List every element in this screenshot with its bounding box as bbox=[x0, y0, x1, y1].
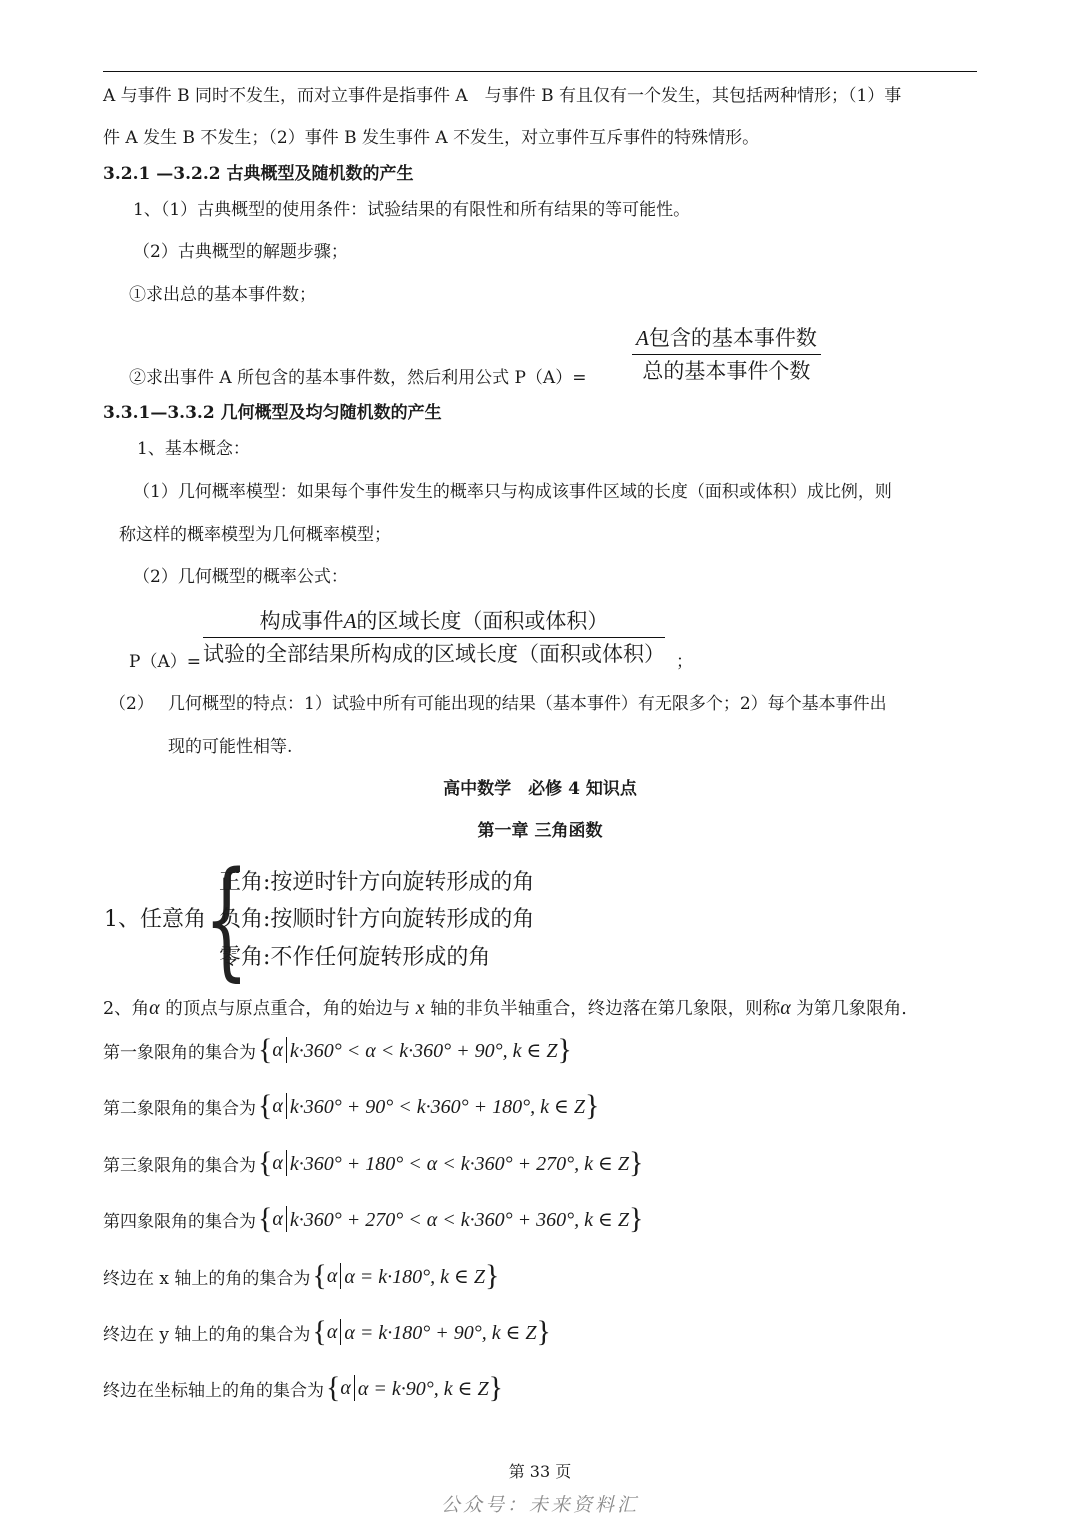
set-variable: α bbox=[272, 1094, 283, 1117]
set-expression: { α k·360° + 270° < α < k·360° + 360°, k ∈ Z } bbox=[258, 1202, 644, 1235]
text-segment: 的顶点与原点重合，角的始边与 bbox=[159, 999, 416, 1019]
x-symbol: x bbox=[415, 997, 425, 1019]
text-segment: 轴的非负半轴重合，终边落在第几象限，则称 bbox=[424, 999, 781, 1019]
formula-denominator: 试验的全部结果所构成的区域长度（面积或体积） bbox=[203, 642, 665, 666]
text-line: 1、（1）古典概型的使用条件：试验结果的有限性和所有结果的等可能性。 bbox=[133, 200, 691, 220]
set-label: 第一象限角的集合为 bbox=[103, 1042, 256, 1063]
set-condition: α = k·180° + 90°, k ∈ Z bbox=[344, 1321, 537, 1344]
fraction-bar bbox=[203, 637, 665, 638]
set-expression: { α α = k·90°, k ∈ Z } bbox=[326, 1371, 503, 1404]
page-number: 第 33 页 bbox=[508, 1462, 572, 1481]
text-line: （2）几何概型的概率公式： bbox=[133, 567, 348, 587]
chapter-title: 第一章 三角函数 bbox=[477, 821, 603, 841]
text-line: ②求出事件 A 所包含的基本事件数，然后利用公式 P（A）= bbox=[129, 368, 587, 388]
set-expression: { α k·360° + 180° < α < k·360° + 270°, k ∈ Z } bbox=[258, 1146, 644, 1179]
set-variable: α bbox=[340, 1376, 351, 1399]
set-expression: { α α = k·180°, k ∈ Z } bbox=[312, 1259, 500, 1292]
quadrant-set-4 bbox=[103, 1199, 643, 1239]
classical-probability-formula bbox=[632, 324, 821, 385]
angle-label: 1、任意角 bbox=[104, 907, 206, 932]
quadrant-set-1 bbox=[103, 1030, 572, 1070]
set-condition: k·360° + 270° < α < k·360° + 360°, k ∈ Z bbox=[289, 1208, 629, 1231]
text-line: （1）几何概率模型：如果每个事件发生的概率只与构成该事件区域的长度（面积或体积）成比例，则 bbox=[133, 482, 892, 502]
alpha-symbol: α bbox=[780, 997, 791, 1019]
alpha-symbol: α bbox=[149, 997, 160, 1019]
set-variable: α bbox=[272, 1151, 283, 1174]
text-line: P（A）= bbox=[129, 652, 201, 672]
set-label: 第四象限角的集合为 bbox=[103, 1211, 256, 1232]
text-segment: 2、角 bbox=[103, 999, 150, 1019]
quadrant-set-2 bbox=[103, 1086, 599, 1126]
set-label: 终边在 y 轴上的角的集合为 bbox=[103, 1324, 311, 1345]
text-line: ； bbox=[676, 652, 693, 672]
text-line: （2）古典概型的解题步骤； bbox=[133, 242, 348, 262]
set-expression: { α α = k·180° + 90°, k ∈ Z } bbox=[312, 1315, 551, 1348]
page-title: 高中数学 必修 4 知识点 bbox=[443, 779, 637, 799]
set-condition: k·360° + 90° < k·360° + 180°, k ∈ Z bbox=[289, 1095, 585, 1118]
text-line: 件 A 发生 B 不发生；（2）事件 B 发生事件 A 不发生，对立事件互斥事件的特殊情形。 bbox=[103, 128, 760, 148]
text-line: A 与事件 B 同时不发生，而对立事件是指事件 A 与事件 B 有且仅有一个发生，其包括两种情形；（1）事 bbox=[103, 86, 902, 106]
formula-denominator: 总的基本事件个数 bbox=[642, 359, 811, 383]
angle-item: 零角:不作任何旋转形成的角 bbox=[219, 945, 491, 970]
angle-item: 负角:按顺时针方向旋转形成的角 bbox=[219, 907, 535, 932]
paragraph bbox=[103, 996, 907, 1021]
text-line: 称这样的概率模型为几何概率模型； bbox=[119, 525, 391, 545]
set-label: 终边在 x 轴上的角的集合为 bbox=[103, 1268, 311, 1289]
set-variable: α bbox=[326, 1320, 338, 1343]
set-variable: α bbox=[272, 1207, 283, 1230]
section-heading: 3.3.1—3.3.2 几何概型及均匀随机数的产生 bbox=[103, 403, 442, 423]
set-variable: α bbox=[272, 1038, 283, 1061]
set-expression: { α k·360° + 90° < k·360° + 180°, k ∈ Z } bbox=[258, 1089, 600, 1122]
axis-set-y bbox=[103, 1312, 551, 1352]
formula-numerator: 包含的基本事件数 bbox=[648, 326, 817, 350]
set-label: 第二象限角的集合为 bbox=[103, 1098, 256, 1119]
text-line: 1、基本概念： bbox=[137, 439, 250, 459]
formula-numerator: 的区域长度（面积或体积） bbox=[356, 609, 609, 633]
set-condition: k·360° < α < k·360° + 90°, k ∈ Z bbox=[289, 1039, 558, 1062]
left-brace: { bbox=[204, 845, 249, 994]
set-label: 第三象限角的集合为 bbox=[103, 1155, 256, 1176]
quadrant-set-3 bbox=[103, 1143, 643, 1183]
top-rule bbox=[103, 71, 977, 72]
set-variable: α bbox=[326, 1264, 338, 1287]
formula-variable: A bbox=[636, 326, 649, 350]
angle-item: 正角:按逆时针方向旋转形成的角 bbox=[219, 870, 535, 895]
formula-numerator: 构成事件 bbox=[259, 609, 344, 633]
set-expression: { α k·360° < α < k·360° + 90°, k ∈ Z } bbox=[258, 1033, 572, 1066]
set-condition: k·360° + 180° < α < k·360° + 270°, k ∈ Z bbox=[289, 1152, 629, 1175]
text-line: 几何概型的特点：1）试验中所有可能出现的结果（基本事件）有无限多个；2）每个基本事件出 bbox=[168, 694, 887, 714]
geometric-probability-formula bbox=[203, 607, 665, 668]
fraction-bar bbox=[632, 354, 821, 355]
axis-set-x bbox=[103, 1256, 499, 1296]
text-line: ①求出总的基本事件数； bbox=[129, 285, 316, 305]
text-line: 现的可能性相等. bbox=[168, 737, 293, 757]
formula-variable: A bbox=[343, 609, 357, 633]
text-segment: 为第几象限角. bbox=[790, 999, 907, 1019]
set-condition: α = k·90°, k ∈ Z bbox=[357, 1377, 489, 1400]
watermark: 公众号：未来资料汇 bbox=[440, 1494, 639, 1516]
set-label: 终边在坐标轴上的角的集合为 bbox=[103, 1380, 324, 1401]
list-marker: （2） bbox=[109, 694, 154, 714]
set-condition: α = k·180°, k ∈ Z bbox=[344, 1265, 485, 1288]
section-heading: 3.2.1 —3.2.2 古典概型及随机数的产生 bbox=[103, 164, 414, 184]
axis-set-both bbox=[103, 1368, 503, 1408]
